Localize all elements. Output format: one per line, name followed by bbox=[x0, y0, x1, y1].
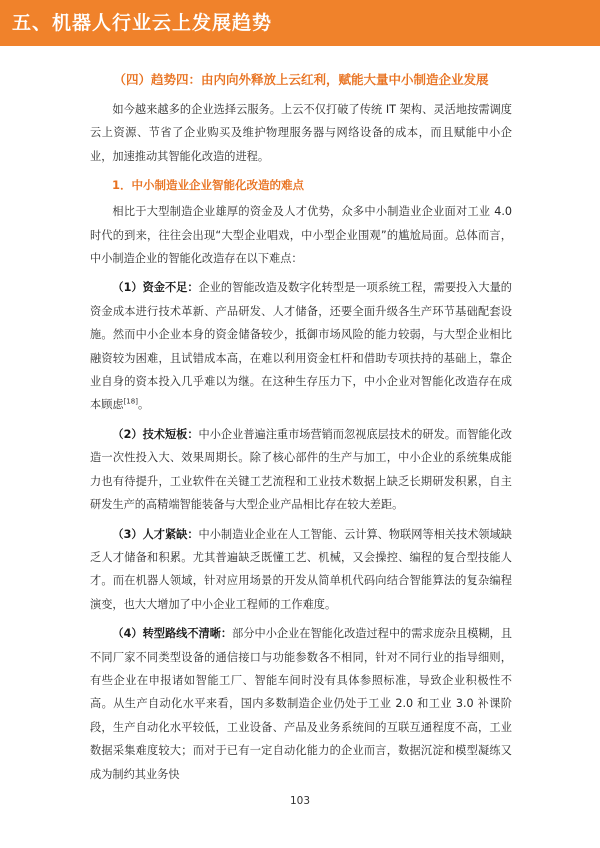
item-text: 中小企业普遍注重市场营销而忽视底层技术的研发。而智能化改造一次性投入大、效果周期长。除了核心部件的生产与加工，中小企业的系统集成能力也有待提升，工业软件在关键工艺流程和工业技术数据上缺乏长期研发积累，自主研发生产的高精端智能装备与大型企业产品相比存在较大差距。 bbox=[90, 427, 512, 512]
page-number: 103 bbox=[289, 795, 311, 807]
page-content bbox=[90, 70, 512, 792]
chapter-title: 五、机器人行业云上发展趋势 bbox=[12, 12, 273, 34]
section-heading: （四）趋势四：由内向外释放上云红利，赋能大量中小制造企业发展 bbox=[113, 72, 489, 87]
item-tail: 。 bbox=[137, 398, 150, 412]
item-lead: （3）人才紧缺： bbox=[112, 527, 199, 541]
item-lead: （4）转型路线不清晰： bbox=[112, 627, 233, 641]
citation-ref[interactable]: [18] bbox=[123, 397, 138, 406]
item-text: 中小制造业企业在人工智能、云计算、物联网等相关技术领域缺乏人才储备和积累。尤其普遍缺乏既懂工艺、机械，又会操控、编程的复合型技能人才。而在机器人领域，针对应用场景的开发从简单机代码向结合智能算法的复杂编程演变，也大大增加了中小企业工程师的工作难度。 bbox=[90, 527, 512, 611]
difficulty-item-funding bbox=[90, 276, 512, 416]
item-lead: （2）技术短板： bbox=[112, 427, 199, 441]
difficulty-item-technology bbox=[90, 423, 512, 517]
item-text: 企业的智能改造及数字化转型是一项系统工程，需要投入大量的资金成本进行技术革新、产品研发、人才储备，还要全面升级各生产环节基础配套设施。然而中小企业本身的资金储备较少，抵御市场风险的能力较弱，与大型企业相比融资较为困难，且试错成本高，在难以利用资金杠杆和借助专项扶持的基础上，靠企业自身的资本投入几乎难以为继。在这种生存压力下，中小企业对智能化改造存在成本顾虑 bbox=[90, 281, 512, 412]
difficulty-item-talent bbox=[90, 523, 512, 617]
intro-paragraph: 如今越来越多的企业选择云服务。上云不仅打破了传统 IT 架构、灵活地按需调度云上资源、节省了企业购买及维护物理服务器与网络设备的成本，而且赋能中小企业，加速推动其智能化改造的进程。 bbox=[90, 103, 512, 163]
chapter-banner bbox=[0, 0, 600, 46]
context-paragraph: 相比于大型制造企业雄厚的资金及人才优势，众多中小制造业企业面对工业 4.0 时代的到来，往往会出现“大型企业唱戏，中小型企业围观”的尴尬局面。总体而言，中小制造企业的智能化改造存在以下难点： bbox=[90, 205, 512, 266]
difficulty-item-roadmap bbox=[90, 622, 512, 786]
sub-heading: 1．中小制造业企业智能化改造的难点 bbox=[112, 178, 304, 193]
item-lead: （1）资金不足： bbox=[112, 281, 199, 295]
item-text: 部分中小企业在智能化改造过程中的需求庞杂且模糊，且不同厂家不同类型设备的通信接口与功能参数各不相同，针对不同行业的指导细则，有些企业在申报诸如智能工厂、智能车间时没有具体参照标准，导致企业积极性不高。从生产自动化水平来看，国内多数制造企业仍处于工业 2.0 和工业 3.0 补课阶段，生产自动化水平较低，工业设备、产品及业务系统间的互联互通程度不高，工业数据采集难度较大；而对于已有一定自动化能力的企业而言，数据沉淀和模型凝练又成为制约其业务快 bbox=[90, 627, 512, 781]
